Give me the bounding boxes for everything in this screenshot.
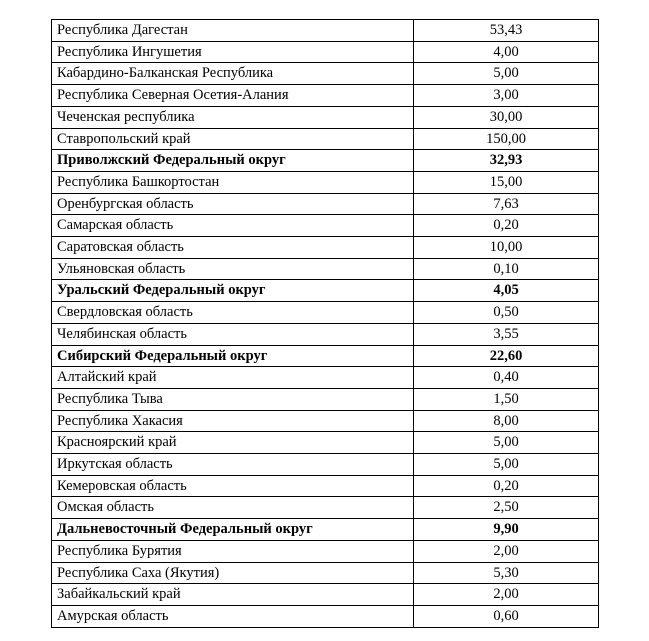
- region-value-cell: 7,63: [414, 193, 599, 215]
- region-name-cell: Амурская область: [52, 605, 414, 627]
- region-value-cell: 10,00: [414, 237, 599, 259]
- region-value-cell: 53,43: [414, 20, 599, 42]
- region-value-cell: 0,10: [414, 258, 599, 280]
- region-value-cell: 1,50: [414, 388, 599, 410]
- table-row: [52, 475, 599, 497]
- region-name-cell: Свердловская область: [52, 302, 414, 324]
- region-value-cell: 8,00: [414, 410, 599, 432]
- district-value-cell: 4,05: [414, 280, 599, 302]
- region-name-cell: Республика Ингушетия: [52, 41, 414, 63]
- table-row: [52, 454, 599, 476]
- region-name-cell: Алтайский край: [52, 367, 414, 389]
- region-value-cell: 2,00: [414, 540, 599, 562]
- region-value-cell: 2,00: [414, 584, 599, 606]
- district-value-cell: 22,60: [414, 345, 599, 367]
- region-name-cell: Иркутская область: [52, 454, 414, 476]
- table-row: [52, 215, 599, 237]
- region-name-cell: Оренбургская область: [52, 193, 414, 215]
- region-value-cell: 5,00: [414, 63, 599, 85]
- region-value-cell: 5,00: [414, 454, 599, 476]
- district-total-row: [52, 345, 599, 367]
- region-name-cell: Республика Тыва: [52, 388, 414, 410]
- district-total-row: [52, 150, 599, 172]
- table-row: [52, 302, 599, 324]
- region-name-cell: Ставропольский край: [52, 128, 414, 150]
- region-name-cell: Республика Хакасия: [52, 410, 414, 432]
- region-value-cell: 4,00: [414, 41, 599, 63]
- table-row: [52, 128, 599, 150]
- table-row: [52, 410, 599, 432]
- district-name-cell: Приволжский Федеральный округ: [52, 150, 414, 172]
- district-value-cell: 9,90: [414, 519, 599, 541]
- table-row: [52, 323, 599, 345]
- table-row: [52, 85, 599, 107]
- region-name-cell: Самарская область: [52, 215, 414, 237]
- region-value-cell: 3,55: [414, 323, 599, 345]
- region-value-cell: 5,00: [414, 432, 599, 454]
- region-name-cell: Республика Северная Осетия-Алания: [52, 85, 414, 107]
- region-name-cell: Кемеровская область: [52, 475, 414, 497]
- table-body: [52, 20, 599, 628]
- district-total-row: [52, 519, 599, 541]
- table-row: [52, 258, 599, 280]
- table-row: [52, 237, 599, 259]
- region-name-cell: Саратовская область: [52, 237, 414, 259]
- region-value-cell: 0,60: [414, 605, 599, 627]
- table-row: [52, 432, 599, 454]
- table-row: [52, 171, 599, 193]
- region-name-cell: Забайкальский край: [52, 584, 414, 606]
- region-name-cell: Республика Дагестан: [52, 20, 414, 42]
- region-value-cell: 0,20: [414, 475, 599, 497]
- table-row: [52, 388, 599, 410]
- table-row: [52, 584, 599, 606]
- region-name-cell: Республика Бурятия: [52, 540, 414, 562]
- table-row: [52, 41, 599, 63]
- region-value-cell: 2,50: [414, 497, 599, 519]
- region-value-cell: 5,30: [414, 562, 599, 584]
- table-row: [52, 63, 599, 85]
- table-row: [52, 497, 599, 519]
- table-row: [52, 20, 599, 42]
- data-table-container: [51, 19, 599, 628]
- region-value-cell: 15,00: [414, 171, 599, 193]
- region-name-cell: Челябинская область: [52, 323, 414, 345]
- region-value-cell: 30,00: [414, 106, 599, 128]
- table-row: [52, 367, 599, 389]
- table-row: [52, 540, 599, 562]
- region-name-cell: Республика Башкортостан: [52, 171, 414, 193]
- district-name-cell: Уральский Федеральный округ: [52, 280, 414, 302]
- table-row: [52, 562, 599, 584]
- region-name-cell: Чеченская республика: [52, 106, 414, 128]
- region-name-cell: Омская область: [52, 497, 414, 519]
- district-value-cell: 32,93: [414, 150, 599, 172]
- region-value-cell: 0,40: [414, 367, 599, 389]
- district-total-row: [52, 280, 599, 302]
- region-value-cell: 0,50: [414, 302, 599, 324]
- district-name-cell: Дальневосточный Федеральный округ: [52, 519, 414, 541]
- region-value-cell: 3,00: [414, 85, 599, 107]
- region-values-table: [51, 19, 599, 628]
- table-row: [52, 605, 599, 627]
- table-row: [52, 193, 599, 215]
- region-value-cell: 0,20: [414, 215, 599, 237]
- region-value-cell: 150,00: [414, 128, 599, 150]
- region-name-cell: Ульяновская область: [52, 258, 414, 280]
- table-row: [52, 106, 599, 128]
- region-name-cell: Республика Саха (Якутия): [52, 562, 414, 584]
- region-name-cell: Красноярский край: [52, 432, 414, 454]
- region-name-cell: Кабардино-Балканская Республика: [52, 63, 414, 85]
- district-name-cell: Сибирский Федеральный округ: [52, 345, 414, 367]
